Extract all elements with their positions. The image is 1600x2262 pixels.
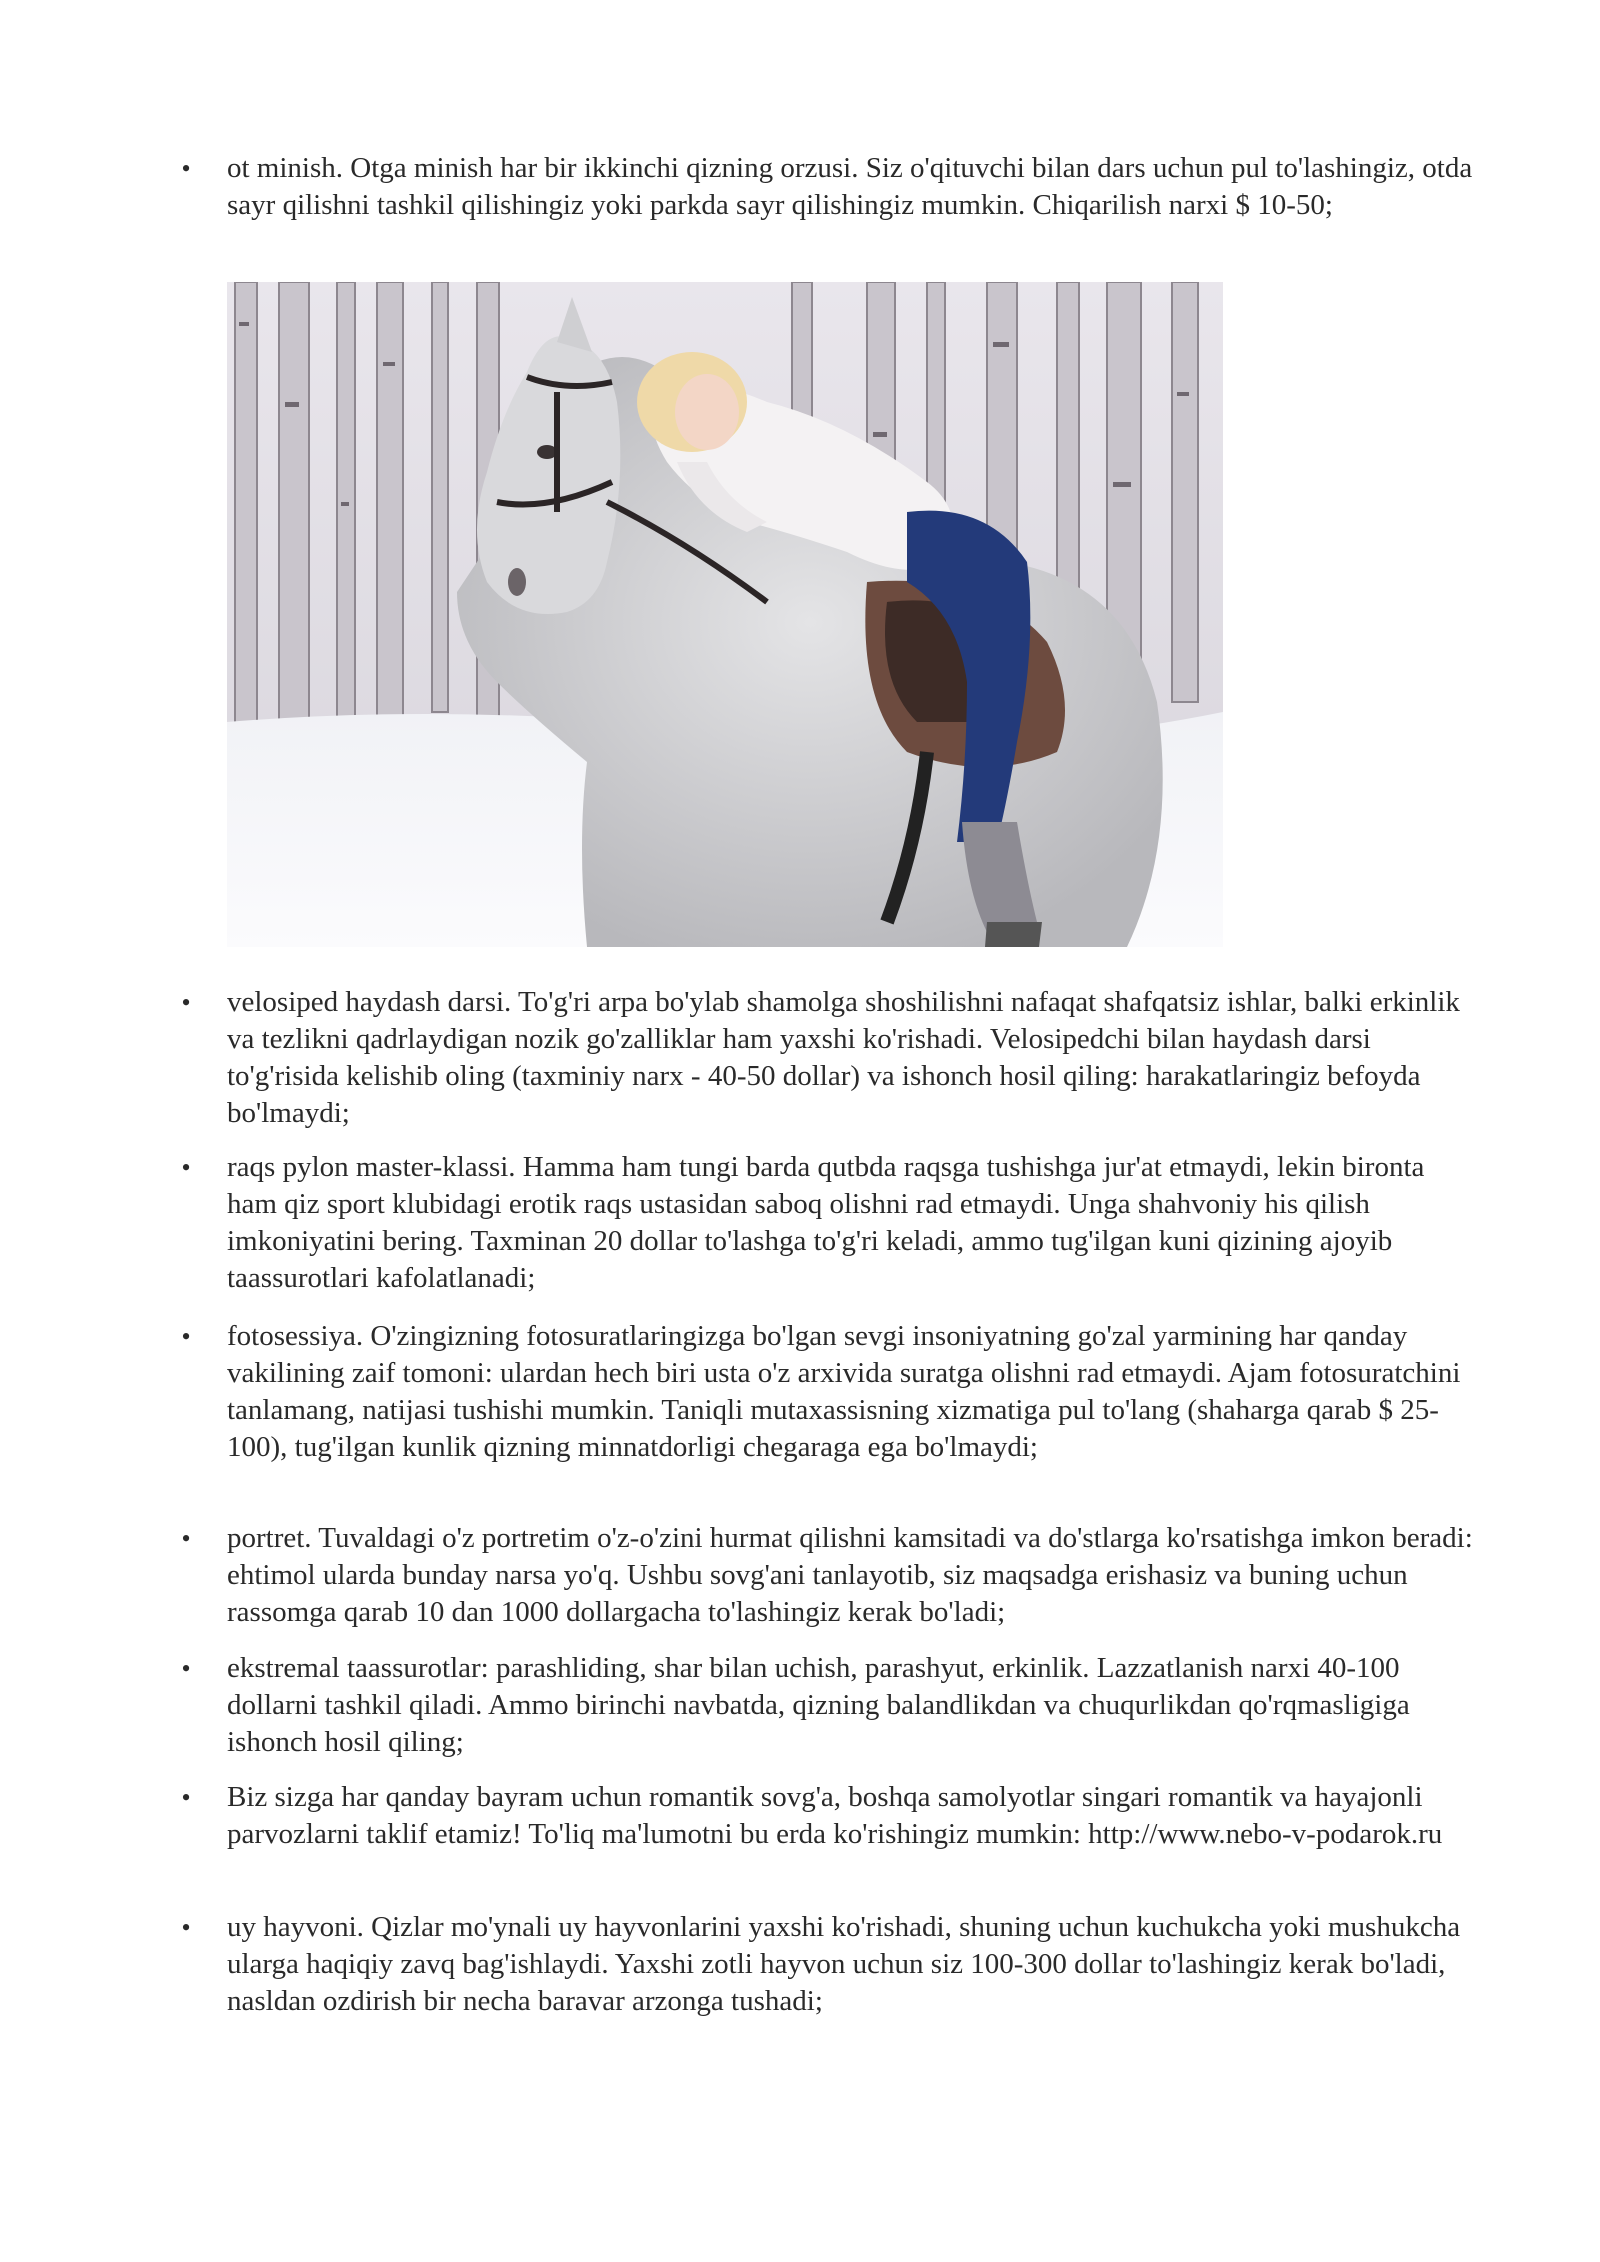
list-item-text: velosiped haydash darsi. To'g'ri arpa bo'ylab shamolga shoshilishni nafaqat shafqatsiz ishlar, balki erkinlik va tezlikni qadrlaydigan nozik go'zalliklar ham yaxshi ko'rishadi. Velosipedchi bilan haydash darsi to'g'risida kelishib oling (taxminiy narx - 40-50 dollar) va ishonch hosil qiling: harakatlaringiz befoyda bo'lmaydi; — [227, 986, 1460, 1129]
bullet-marker — [176, 984, 196, 1021]
bullet-marker — [176, 1650, 196, 1687]
list-item-text: ekstremal taassurotlar: parashliding, shar bilan uchish, parashyut, erkinlik. Lazzatlanish narxi 40-100 dollarni tashkil qiladi. Ammo birinchi navbatda, qizning balandlikdan va chuqurlikdan qo'rqmasligiga ishonch hosil qiling; — [227, 1652, 1410, 1758]
bullet-marker — [176, 1149, 196, 1186]
list-item-text: portret. Tuvaldagi o'z portretim o'z-o'zini hurmat qilishni kamsitadi va do'stlarga ko'rsatishga imkon beradi: ehtimol ularda bunday narsa yo'q. Ushbu sovg'ani tanlayotib, siz maqsadga erishasiz va buning uchun rassomga qarab 10 dan 1000 dollargacha to'lashingiz kerak bo'ladi; — [227, 1522, 1473, 1628]
horse-rider-photo — [227, 282, 1223, 947]
bullet-marker — [176, 1909, 196, 1946]
list-item-text: Biz sizga har qanday bayram uchun romantik sovg'a, boshqa samolyotlar singari romantik va hayajonli parvozlarni taklif etamiz! To'liq ma'lumotni bu erda ko'rishingiz mumkin: http://www.nebo-v-podarok.ru — [227, 1781, 1443, 1850]
bullet-marker — [176, 1779, 196, 1816]
bullet-marker — [176, 1520, 196, 1557]
list-item-text: raqs pylon master-klassi. Hamma ham tungi barda qutbda raqsga tushishga jur'at etmaydi, lekin bironta ham qiz sport klubidagi erotik raqs ustasidan saboq olishni rad etmaydi. Unga shahvoniy his qilish imkoniyatini bering. Taxminan 20 dollar to'lashga to'g'ri keladi, ammo tug'ilgan kuni qizining ajoyib taassurotlari kafolatlanadi; — [227, 1151, 1425, 1294]
bullet-marker — [176, 150, 196, 187]
bullet-marker — [176, 1318, 196, 1355]
horse-rider-illustration — [227, 282, 1223, 947]
list-item-text: ot minish. Otga minish har bir ikkinchi qizning orzusi. Siz o'qituvchi bilan dars uchun pul to'lashingiz, otda sayr qilishni tashkil qilishingiz yoki parkda sayr qilishingiz mumkin. Chiqarilish narxi $ 10-50; — [227, 152, 1473, 221]
list-item-text: fotosessiya. O'zingizning fotosuratlaringizga bo'lgan sevgi insoniyatning go'zal yarmining har qanday vakilining zaif tomoni: ulardan hech biri usta o'z arxivida suratga olishni rad etmaydi. Ajam fotosuratchini tanlamang, natijasi tushishi mumkin. Taniqli mutaxassisning xizmatiga pul to'lang (shaharga qarab $ 25-100), tug'ilgan kunlik qizning minnatdorligi chegaraga ega bo'lmaydi; — [227, 1320, 1461, 1463]
list-item-text: uy hayvoni. Qizlar mo'ynali uy hayvonlarini yaxshi ko'rishadi, shuning uchun kuchukcha yoki mushukcha ularga haqiqiy zavq bag'ishlaydi. Yaxshi zotli hayvon uchun siz 100-300 dollar to'lashingiz kerak bo'ladi, nasldan ozdirish bir necha baravar arzonga tushadi; — [227, 1911, 1461, 2017]
